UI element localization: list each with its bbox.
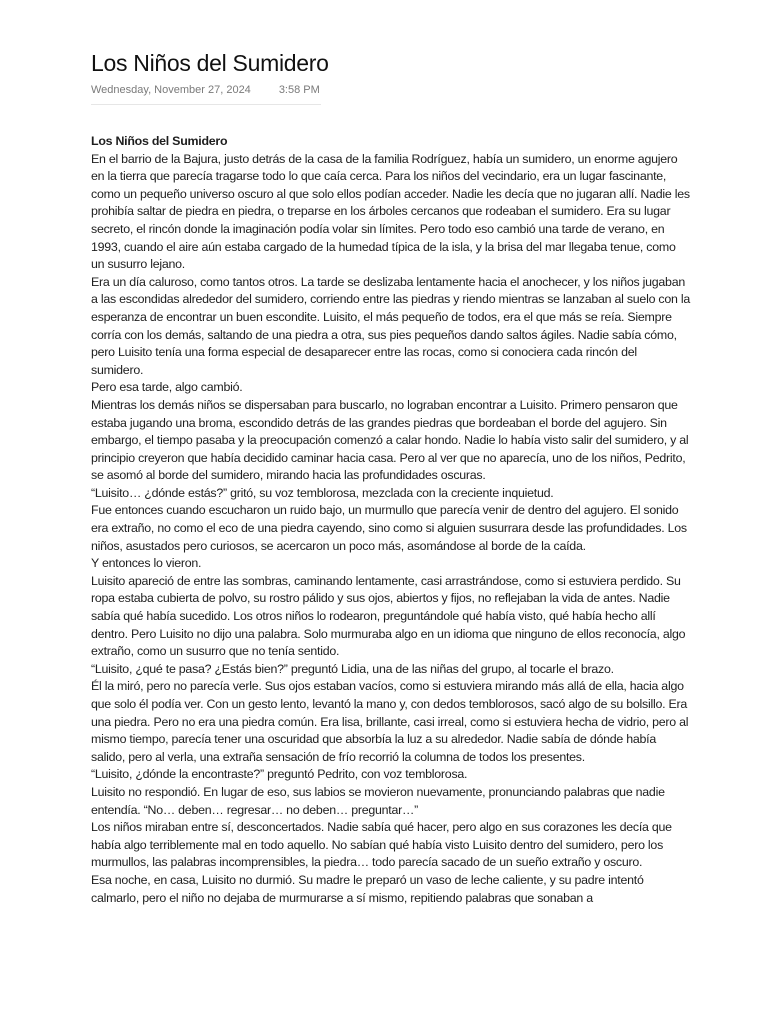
note-body[interactable]	[91, 133, 691, 907]
page-metadata	[91, 82, 691, 98]
paragraph: Mientras los demás niños se dispersaban para buscarlo, no lograban encontrar a Luisito. Primero pensaron que estaba jugando una broma, escondido detrás de las grandes piedras que bordeaban el borde del agujero. Sin embargo, el tiempo pasaba y la preocupación comenzó a calar hondo. Nadie lo había visto salir del sumidero, y al principio creyeron que había decidido caminar hacia casa. Pero al ver que no aparecía, uno de los niños, Pedrito, se asomó al borde del sumidero, mirando hacia las profundidades oscuras.	[91, 397, 689, 483]
paragraph: “Luisito… ¿dónde estás?” gritó, su voz temblorosa, mezclada con la creciente inquietud.	[91, 485, 554, 500]
story-heading: Los Niños del Sumidero	[91, 134, 228, 148]
paragraph: “Luisito, ¿dónde la encontraste?” preguntó Pedrito, con voz temblorosa.	[91, 767, 468, 782]
note-page	[91, 48, 691, 907]
paragraph: Esa noche, en casa, Luisito no durmió. Su madre le preparó un vaso de leche caliente, y su padre intentó calmarlo, pero el niño no dejaba de murmurarse a sí mismo, repitiendo palabras que sonaban a	[91, 872, 644, 905]
paragraph: Pero esa tarde, algo cambió.	[91, 380, 243, 395]
paragraph: Y entonces lo vieron.	[91, 556, 202, 571]
page-title[interactable]: Los Niños del Sumidero	[91, 50, 329, 76]
paragraph: Luisito no respondió. En lugar de eso, sus labios se movieron nuevamente, pronunciando palabras que nadie entendía. “No… deben… regresar… no deben… preguntar…”	[91, 784, 665, 817]
paragraph: Los niños miraban entre sí, desconcertados. Nadie sabía qué hacer, pero algo en sus corazones les decía que había algo terriblemente mal en todo aquello. No sabían qué había visto Luisito dentro del sumidero, pero los murmullos, las palabras incomprensibles, la piedra… todo parecía sacado de un sueño extraño y oscuro.	[91, 820, 672, 870]
paragraph: Fue entonces cuando escucharon un ruido bajo, un murmullo que parecía venir de dentro del agujero. El sonido era extraño, no como el eco de una piedra cayendo, sino como si alguien susurrara desde las profundidades. Los niños, asustados pero curiosos, se acercaron un poco más, asomándose al borde de la caída.	[91, 503, 687, 553]
page-date: Wednesday, November 27, 2024	[91, 84, 251, 96]
paragraph: Él la miró, pero no parecía verle. Sus ojos estaban vacíos, como si estuviera mirando más allá de ella, hacia algo que solo él podía ver. Con un gesto lento, levantó la mano y, con dedos temblorosos, sacó algo de su bolsillo. Era una piedra. Pero no era una piedra común. Era lisa, brillante, casi irreal, como si estuviera hecha de vidrio, pero al mismo tiempo, parecía tener una oscuridad que absorbía la luz a su alrededor. Nadie sabía de dónde había salido, pero al verla, una extraña sensación de frío recorrió la columna de todos los presentes.	[91, 679, 689, 764]
page-time: 3:58 PM	[278, 84, 320, 96]
paragraph: Era un día caluroso, como tantos otros. La tarde se deslizaba lentamente hacia el anochecer, y los niños jugaban a las escondidas alrededor del sumidero, corriendo entre las piedras y riendo mientras se lanzaban al suelo con la esperanza de encontrar un buen escondite. Luisito, el más pequeño de todos, era el que más se reía. Siempre corría con los demás, saltando de una piedra a otra, sus pies pequeños dando saltos ágiles. Nadie sabía cómo, pero Luisito tenía una forma especial de desaparecer entre las rocas, como si conociera cada rincón del sumidero.	[91, 274, 690, 377]
title-divider	[91, 104, 321, 105]
paragraph: Luisito apareció de entre las sombras, caminando lentamente, casi arrastrándose, como si estuviera perdido. Su ropa estaba cubierta de polvo, su rostro pálido y sus ojos, abiertos y fijos, no reflejaban la vida de antes. Nadie sabía qué había sucedido. Los otros niños lo rodearon, preguntándole qué había visto, qué había hecho allí dentro. Pero Luisito no dijo una palabra. Solo murmuraba algo en un idioma que ninguno de ellos reconocía, algo extraño, como un susurro que no tenía sentido.	[91, 573, 686, 659]
paragraph: En el barrio de la Bajura, justo detrás de la casa de la familia Rodríguez, había un sumidero, un enorme agujero en la tierra que parecía tragarse todo lo que caía cerca. Para los niños del vecindario, era un lugar fascinante, como un pequeño universo oscuro al que solo ellos podían acceder. Nadie les decía que no jugaran allí. Nadie les prohibía saltar de piedra en piedra, o treparse en los árboles cercanos que rodeaban el sumidero. Era su lugar secreto, el rincón donde la imaginación podía volar sin límites. Pero todo eso cambió una tarde de verano, en 1993, cuando el aire aún estaba cargado de la humedad típica de la isla, y la brisa del mar llegaba tenue, como un susurro lejano.	[91, 151, 690, 272]
paragraph: “Luisito, ¿qué te pasa? ¿Estás bien?” preguntó Lidia, una de las niñas del grupo, al tocarle el brazo.	[91, 661, 614, 676]
